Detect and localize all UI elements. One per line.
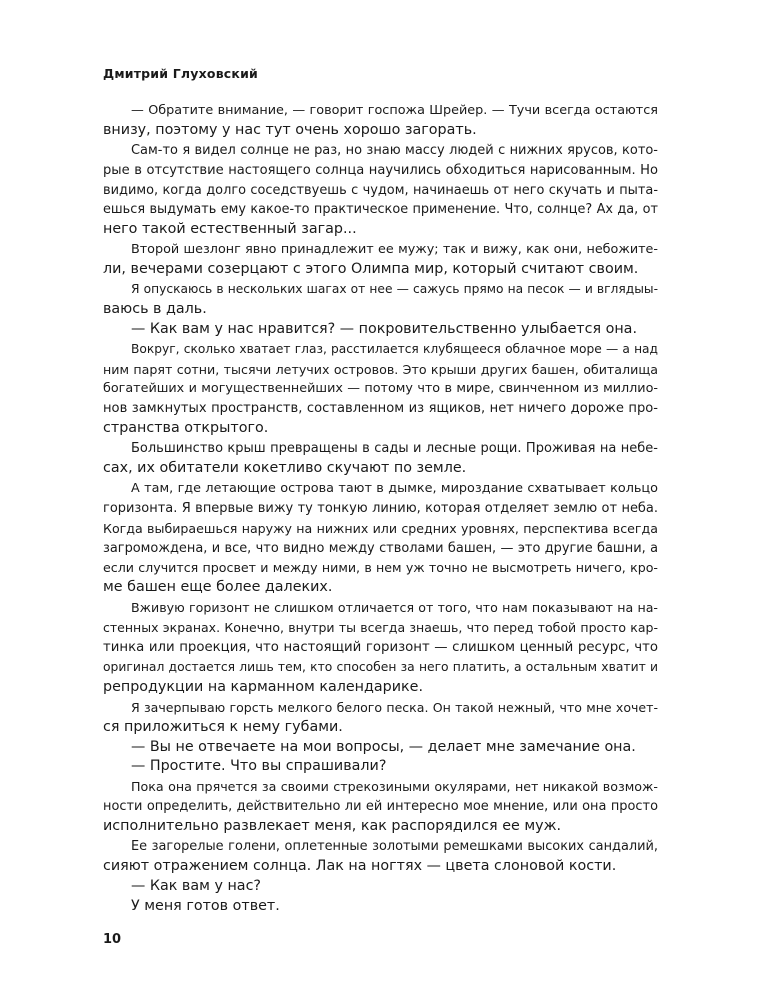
text-line: оригинал достается лишь тем, кто способен за него платить, а остальным хватит и	[103, 659, 658, 674]
text-line: горизонта. Я впервые вижу ту тонкую линию, которая отделяет землю от неба.	[103, 500, 658, 516]
text-line: него такой естественный загар...	[103, 221, 357, 238]
text-line: если случится просвет и между ними, в нем уж точно не высмотреть ничего, кро-	[103, 560, 658, 576]
text-line: внизу, поэтому у нас тут очень хорошо загорать.	[103, 121, 477, 138]
text-line: Большинство крыш превращены в сады и лесные рощи. Проживая на небе-	[131, 441, 658, 457]
text-line: сияют отражением солнца. Лак на ногтях — цвета слоновой кости.	[103, 857, 617, 874]
text-line: ли, вечерами созерцают с этого Олимпа мир, который считают своим.	[103, 261, 639, 278]
text-line: У меня готов ответ.	[131, 897, 280, 914]
text-line: Вживую горизонт не слишком отличается от того, что нам показывают на на-	[131, 600, 658, 616]
text-line: ся приложиться к нему губами.	[103, 718, 343, 735]
text-line: — Вы не отвечаете на мои вопросы, — делает мне замечание она.	[131, 738, 636, 755]
text-line: странства открытого.	[103, 420, 269, 437]
text-line: исполнительно развлекает меня, как распорядился ее муж.	[103, 818, 562, 835]
text-line: богатейших и могущественнейших — потому что в мире, свинченном из миллио-	[103, 381, 658, 397]
text-line: ваюсь в даль.	[103, 300, 207, 317]
text-line: загромождена, и все, что видно между стволами башен, — это другие башни, а	[103, 540, 658, 556]
text-line: Вокруг, сколько хватает глаз, расстилается клубящееся облачное море — а над	[131, 341, 658, 356]
text-line: Сам-то я видел солнце не раз, но знаю массу людей с нижних ярусов, кото-	[131, 142, 658, 158]
text-line: А там, где летающие острова тают в дымке, мироздание схватывает кольцо	[131, 480, 658, 496]
text-line: рые в отсутствие настоящего солнца научились обходиться нарисованным. Но	[103, 162, 658, 178]
text-line: ним парят сотни, тысячи летучих островов. Это крыши других башен, обиталища	[103, 361, 658, 377]
text-line: нов замкнутых пространств, составленном из ящиков, нет ничего дороже про-	[103, 401, 658, 417]
page-number: 10	[103, 932, 122, 947]
text-line: — Как вам у нас нравится? — покровительственно улыбается она.	[131, 320, 637, 337]
text-line: репродукции на карманном календарике.	[103, 678, 423, 695]
text-line: видимо, когда долго соседствуешь с чудом, начинаешь от него скучать и пыта-	[103, 182, 658, 198]
text-line: — Обратите внимание, — говорит госпожа Шрейер. — Тучи всегда остаются	[131, 103, 658, 118]
text-line: — Простите. Что вы спрашивали?	[131, 758, 387, 775]
text-line: ешься выдумать ему какое-то практическое применение. Что, солнце? Ах да, от	[103, 202, 658, 218]
text-line: тинка или проекция, что настоящий горизонт — слишком ценный ресурс, что	[103, 640, 658, 656]
text-line: — Как вам у нас?	[131, 877, 262, 894]
running-header-author: Дмитрий Глуховский	[103, 66, 259, 81]
body-text	[103, 101, 658, 917]
text-line: Я зачерпываю горсть мелкого белого песка. Он такой нежный, что мне хочет-	[131, 699, 658, 715]
text-line: Пока она прячется за своими стрекозиными окулярами, нет никакой возмож-	[131, 779, 658, 795]
text-line: Когда выбираешься наружу на нижних или средних уровнях, перспектива всегда	[103, 520, 658, 536]
text-line: ности определить, действительно ли ей интересно мое мнение, или она просто	[103, 799, 658, 815]
text-line: Второй шезлонг явно принадлежит ее мужу; так и вижу, как они, небожите-	[131, 242, 658, 258]
text-line: сах, их обитатели кокетливо скучают по земле.	[103, 460, 467, 477]
text-line: стенных экранах. Конечно, внутри ты всегда знаешь, что перед тобой просто кар-	[103, 620, 658, 636]
text-line: ме башен еще более далеких.	[103, 579, 333, 596]
text-line: Ее загорелые голени, оплетенные золотыми ремешками высоких сандалий,	[131, 838, 658, 854]
text-line: Я опускаюсь в нескольких шагах от нее — сажусь прямо на песок — и вглядыы-	[131, 282, 658, 297]
